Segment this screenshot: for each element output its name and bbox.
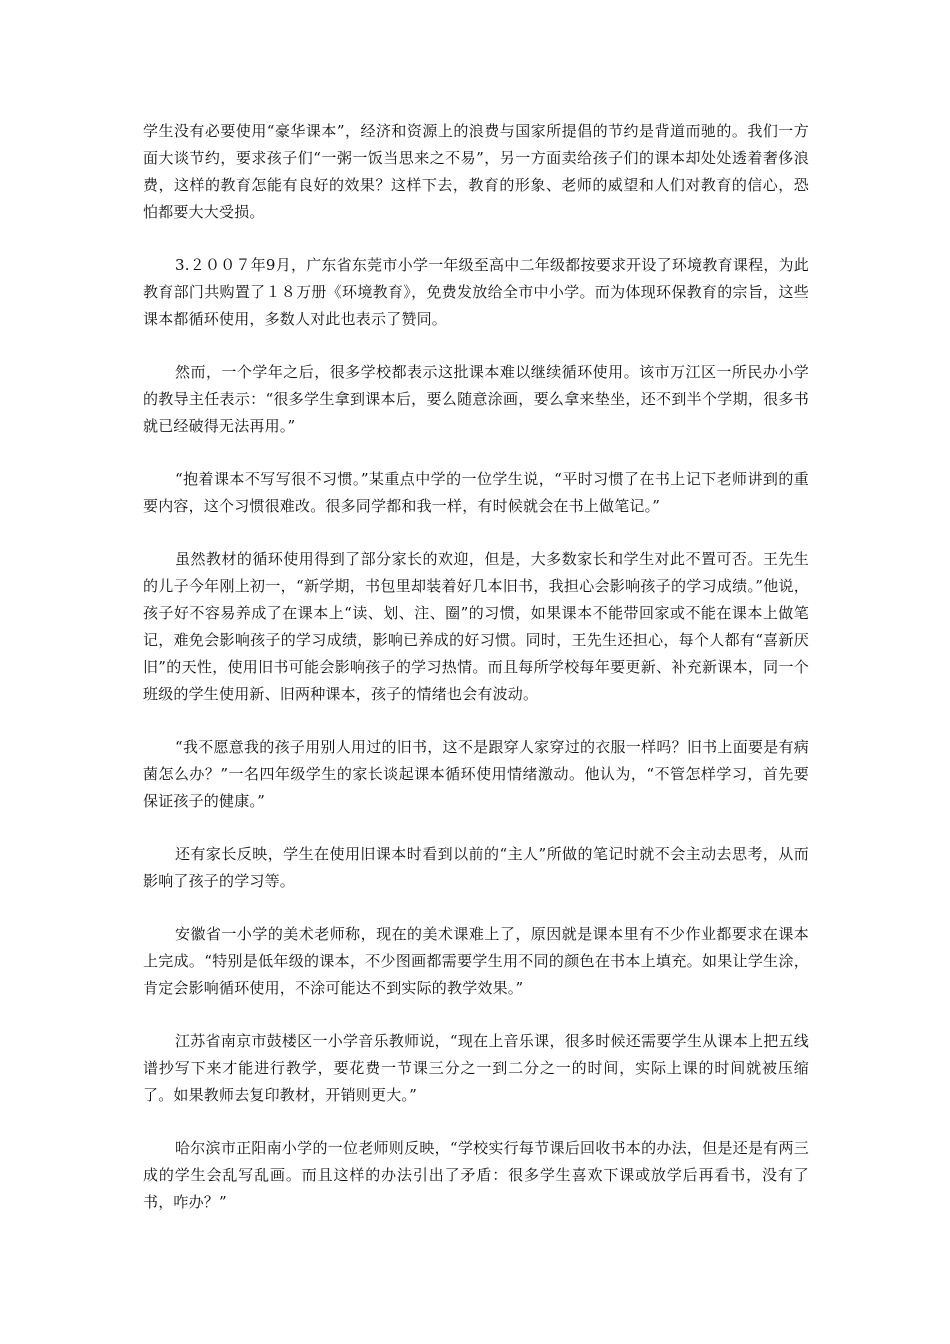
paragraph: 然而，一个学年之后，很多学校都表示这批课本难以继续循环使用。该市万江区一所民办小学的教导主任表示：“很多学生拿到课本后，要么随意涂画，要么拿来垫坐，还不到半个学期，很多书就已经破得无法再用。” bbox=[143, 363, 809, 435]
paragraph: 安徽省一小学的美术老师称，现在的美术课难上了，原因就是课本里有不少作业都要求在课本上完成。“特别是低年级的课本，不少图画都需要学生用不同的颜色在书本上填充。如果让学生涂，肯定会影响循环使用，不涂可能达不到实际的教学效果。” bbox=[143, 925, 809, 997]
paragraph: “我不愿意我的孩子用别人用过的旧书，这不是跟穿人家穿过的衣服一样吗？旧书上面要是有病菌怎么办？”一名四年级学生的家长谈起课本循环使用情绪激动。他认为，“不管怎样学习，首先要保证孩子的健康。” bbox=[143, 738, 809, 810]
paragraph-case-3: 3.２００７年9月，广东省东莞市小学一年级至高中二年级都按要求开设了环境教育课程，为此教育部门共购置了１８万册《环境教育》，免费发放给全市中小学。而为体现环保教育的宗旨，这些课本都循环使用，多数人对此也表示了赞同。 bbox=[143, 256, 809, 328]
paragraph: 哈尔滨市正阳南小学的一位老师则反映，“学校实行每节课后回收书本的办法，但是还是有两三成的学生会乱写乱画。而且这样的办法引出了矛盾：很多学生喜欢下课或放学后再看书，没有了书，咋办？” bbox=[143, 1139, 809, 1211]
paragraph: 虽然教材的循环使用得到了部分家长的欢迎，但是，大多数家长和学生对此不置可否。王先生的儿子今年刚上初一，“新学期，书包里却装着好几本旧书，我担心会影响孩子的学习成绩。”他说，孩子好不容易养成了在课本上“读、划、注、圈”的习惯，如果课本不能带回家或不能在课本上做笔记，难免会影响孩子的学习成绩，影响已养成的好习惯。同时，王先生还担心，每个人都有“喜新厌旧”的天性，使用旧书可能会影响孩子的学习热情。而且每所学校每年要更新、补充新课本，同一个班级的学生使用新、旧两种课本，孩子的情绪也会有波动。 bbox=[143, 550, 809, 703]
paragraph: 江苏省南京市鼓楼区一小学音乐教师说，“现在上音乐课，很多时候还需要学生从课本上把五线谱抄写下来才能进行教学，要花费一节课三分之一到二分之一的时间，实际上课的时间就被压缩了。如果教师去复印教材，开销则更大。” bbox=[143, 1032, 809, 1104]
document-body bbox=[143, 118, 809, 1242]
paragraph-continuation: 学生没有必要使用“豪华课本”，经济和资源上的浪费与国家所提倡的节约是背道而驰的。我们一方面大谈节约，要求孩子们“一粥一饭当思来之不易”，另一方面卖给孩子们的课本却处处透着奢侈浪费，这样的教育怎能有良好的效果？这样下去，教育的形象、老师的威望和人们对教育的信心，恐怕都要大大受损。 bbox=[143, 122, 809, 221]
paragraph: “抱着课本不写写很不习惯。”某重点中学的一位学生说，“平时习惯了在书上记下老师讲到的重要内容，这个习惯很难改。很多同学都和我一样，有时候就会在书上做笔记。” bbox=[143, 470, 809, 515]
paragraph: 还有家长反映，学生在使用旧课本时看到以前的“主人”所做的笔记时就不会主动去思考，从而影响了孩子的学习等。 bbox=[143, 845, 809, 890]
